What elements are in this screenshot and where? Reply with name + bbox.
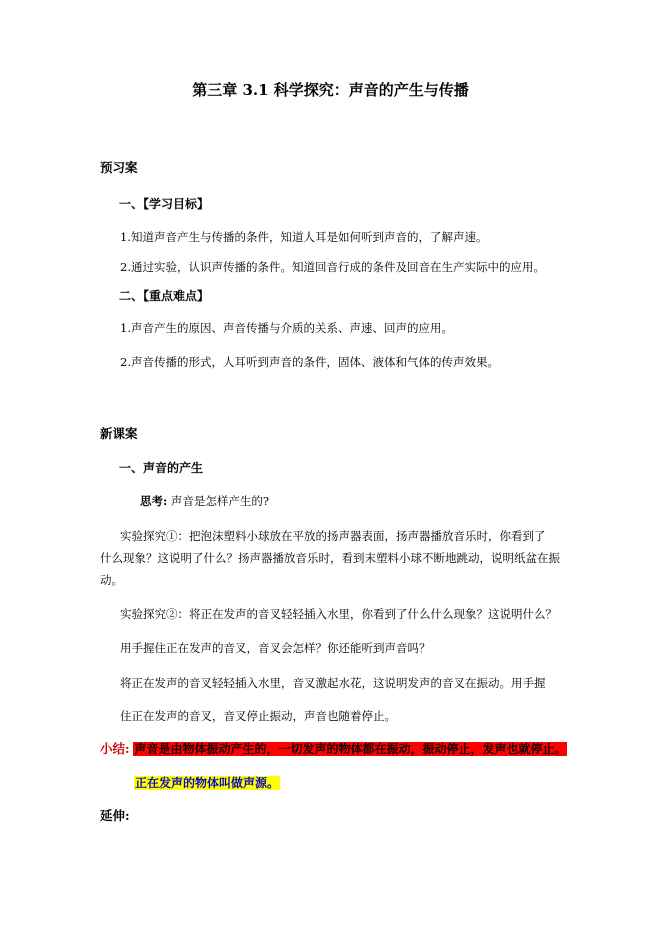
objectives-heading: 一、【学习目标】 [119,197,210,211]
summary-highlight-yellow: 正在发声的物体叫做声源。 [135,776,280,790]
extension-label: 延伸: [100,808,130,823]
keypoint-item-2: 2.声音传播的形式，人耳听到声音的条件，固体、液体和气体的传声效果。 [120,355,499,369]
experiment-1-line-3: 动。 [100,573,123,587]
keypoints-heading: 二、【重点难点】 [119,289,210,303]
objective-item-1: 1.知道声音产生与传播的条件，知道人耳是如何听到声音的，了解声速。 [120,230,488,244]
think-question [140,493,269,509]
objective-item-2: 2.通过实验，认识声传播的条件。知道回音行成的条件及回音在生产实际中的应用。 [120,260,545,274]
experiment-2-line-1: 实验探究②：将正在发声的音叉轻轻插入水里，你看到了什么什么现象？这说明什么？ [120,607,557,621]
preview-heading: 预习案 [100,160,138,175]
think-label: 思考: [140,494,168,508]
experiment-2-answer-line-1: 将正在发声的音叉轻轻插入水里，音叉激起水花，这说明发声的音叉在振动。用手握 [120,676,546,690]
summary-highlight-red: 声音是由物体振动产生的，一切发声的物体都在振动，振动停止，发声也就停止。 [134,742,567,756]
think-text: 声音是怎样产生的? [170,494,270,508]
summary-line [100,741,567,757]
summary-label: 小结: [100,741,130,756]
section-sound-production-heading: 一、声音的产生 [119,461,204,475]
keypoint-item-1: 1.声音产生的原因、声音传播与介质的关系、声速、回声的应用。 [120,321,453,335]
experiment-1-line-2: 什么现象？这说明了什么？扬声器播放音乐时，看到末塑料小球不断地跳动，说明纸盆在振 [100,551,560,565]
new-lesson-heading: 新课案 [100,426,138,441]
experiment-1-line-1: 实验探究①：把泡沫塑料小球放在平放的扬声器表面，扬声器播放音乐时，你看到了 [120,529,546,543]
summary-second-line [134,775,280,791]
document-title: 第三章 3.1 科学探究：声音的产生与传播 [192,81,469,99]
experiment-2-answer-line-2: 住正在发声的音叉，音叉停止振动，声音也随着停止。 [120,709,396,723]
experiment-2-line-2: 用手握住正在发声的音叉，音叉会怎样？你还能听到声音吗？ [120,641,431,655]
